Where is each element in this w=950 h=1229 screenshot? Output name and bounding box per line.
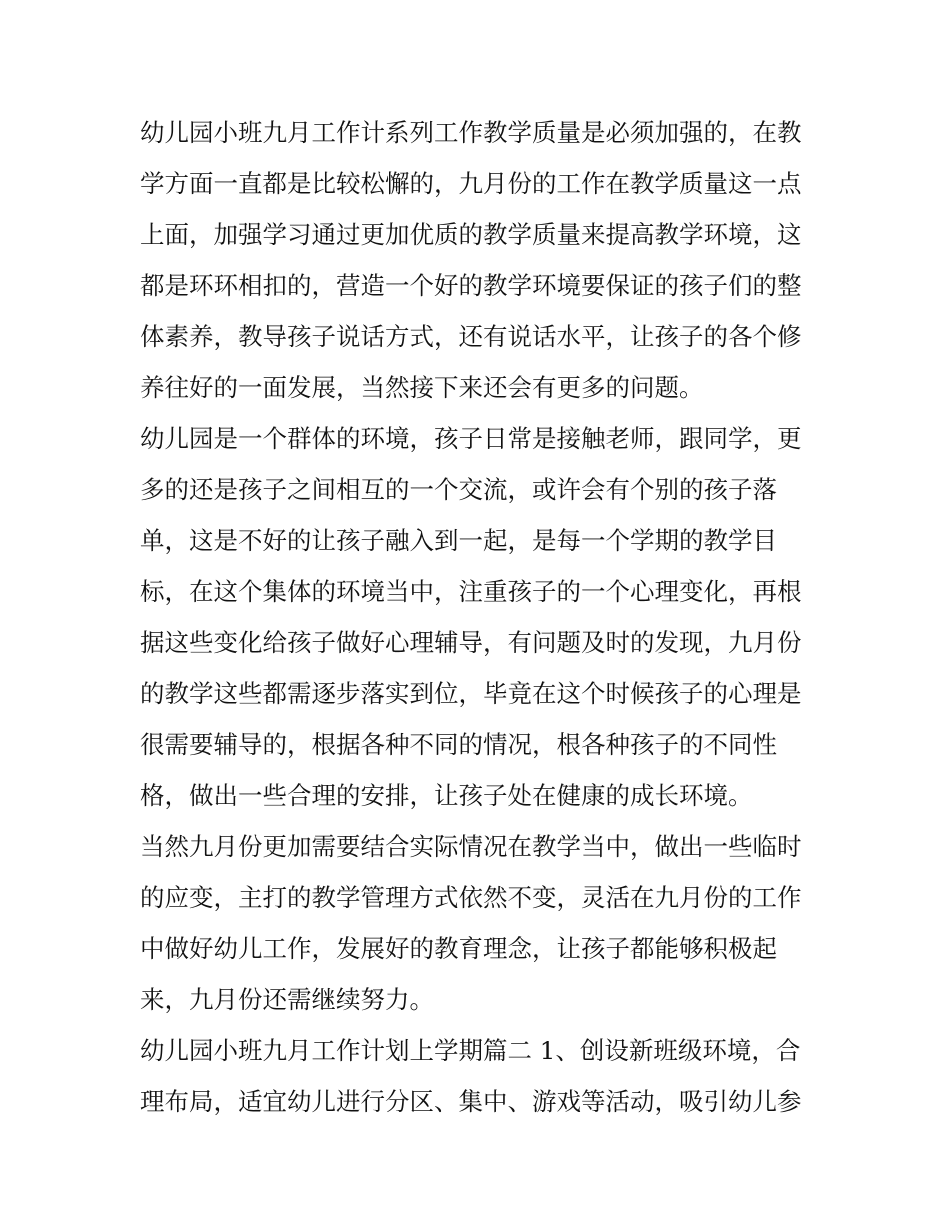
- text-line: 多的还是孩子之间相互的一个交流，或许会有个别的孩子落: [140, 475, 777, 504]
- text-line: 的应变，主打的教学管理方式依然不变，灵活在九月份的工作: [140, 883, 802, 912]
- text-line: 单，这是不好的让孩子融入到一起，是每一个学期的教学目: [140, 526, 777, 555]
- paragraph-2: [140, 413, 812, 821]
- text-line: 养往好的一面发展，当然接下来还会有更多的问题。: [140, 373, 704, 402]
- text-line: 理布局，适宜幼儿进行分区、集中、游戏等活动，吸引幼儿参: [140, 1087, 802, 1116]
- text-line: 学方面一直都是比较松懈的，九月份的工作在教学质量这一点: [140, 169, 802, 198]
- text-line: 幼儿园小班九月工作计系列工作教学质量是必须加强的，在教: [140, 118, 802, 147]
- text-line: 来，九月份还需继续努力。: [140, 985, 434, 1014]
- text-line: 幼儿园小班九月工作计划上学期篇二 1、创设新班级环境，合: [140, 1036, 801, 1065]
- text-line: 上面，加强学习通过更加优质的教学质量来提高教学环境，这: [140, 220, 802, 249]
- text-line: 都是环环相扣的，营造一个好的教学环境要保证的孩子们的整: [140, 271, 802, 300]
- text-line: 标，在这个集体的环境当中，注重孩子的一个心理变化，再根: [140, 577, 802, 606]
- paragraph-4: [140, 1025, 812, 1127]
- text-line: 当然九月份更加需要结合实际情况在教学当中，做出一些临时: [140, 832, 802, 861]
- text-line: 很需要辅导的，根据各种不同的情况，根各种孩子的不同性: [140, 730, 777, 759]
- text-line: 格，做出一些合理的安排，让孩子处在健康的成长环境。: [140, 781, 753, 810]
- text-line: 体素养，教导孩子说话方式，还有说话水平，让孩子的各个修: [140, 322, 802, 351]
- text-line: 的教学这些都需逐步落实到位，毕竟在这个时候孩子的心理是: [140, 679, 802, 708]
- text-line: 据这些变化给孩子做好心理辅导，有问题及时的发现，九月份: [140, 628, 802, 657]
- document-body: [140, 107, 812, 1127]
- paragraph-1: [140, 107, 812, 413]
- text-line: 中做好幼儿工作，发展好的教育理念，让孩子都能够积极起: [140, 934, 777, 963]
- paragraph-3: [140, 821, 812, 1025]
- text-line: 幼儿园是一个群体的环境，孩子日常是接触老师，跟同学，更: [140, 424, 802, 453]
